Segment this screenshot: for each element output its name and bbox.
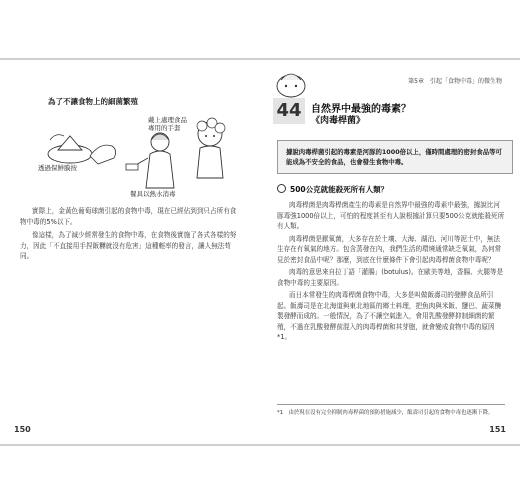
- right-body-text: [277, 200, 505, 345]
- cooking-label: 戴上處理食品 專用的手套: [148, 116, 187, 132]
- section-title: 自然界中最強的毒素？: [311, 104, 411, 115]
- right-paragraph: 肉毒的意思來自拉丁語「灌腸」(botulus)。在歐美等地，香腸、火腿等是食物中毒的主要原因。: [277, 268, 504, 287]
- section-number: 44: [273, 98, 305, 124]
- hygiene-illustration: [30, 96, 240, 206]
- page-number-right: 151: [489, 425, 506, 434]
- footnote: *1 由於現在沒有完全抑制肉毒桿菌的預防措施減少，飯壽司引起的食物中毒也逐漸下降。: [277, 404, 505, 417]
- left-body-text: [20, 206, 242, 265]
- bullet-circle-icon: [277, 184, 286, 193]
- right-paragraph: 而日本常發生的肉毒桿菌食物中毒，大多是叫做飯壽司的發酵食品所引起。飯壽司是在北海道與東北地區的鄉土料理，把魚肉與米飯、鹽巴、蔬菜醃製發酵而成的。一般情況，為了不讓空氣進入，會用乳酸發酵抑制細菌的繁殖，不過在乳酸發酵前混入的肉毒桿菌和其芽胞，就會變成食物中毒的原因*1。: [277, 291, 502, 341]
- plate-label: 透過保鮮膜按: [38, 164, 77, 172]
- left-paragraph: 像這樣，為了減少經常發生的食物中毒，在食物後實施了各式各樣的努力，因此「不直接用手捏飯糰就沒有危害」這種輕率的發言，讓人無法苟同。: [20, 231, 237, 260]
- left-paragraph: 實際上，金黃色葡萄球菌引起的食物中毒，現在已經佔到到只占所有食物中毒的5%以下。: [20, 207, 237, 226]
- section-subtitle: 《肉毒桿菌》: [311, 116, 366, 126]
- chapter-header: 第5章 引起「食物中毒」的微生物: [408, 78, 502, 85]
- heat-label: 餐具以熱水消毒: [130, 190, 176, 198]
- question-heading: [277, 184, 388, 195]
- page-number-left: 150: [14, 425, 31, 434]
- microbe-icon: [273, 66, 309, 102]
- summary-box: 據說肉毒桿菌引起的毒素是河豚的1000倍以上，僅時間處理的密封食品等可能成為不安全的食品，也會發生食物中毒。: [277, 140, 513, 174]
- right-paragraph: 肉毒桿菌是肉毒桿菌產生的毒素是自然界中最強的毒素中最強，據說比河豚毒強1000倍以上，可怕的程度甚至有人說根據計算只要500公克就能殺死所有人類。: [277, 201, 505, 230]
- left-page: [0, 60, 260, 444]
- right-page: [259, 60, 520, 444]
- illustration-caption: 為了不讓食物上的細菌繁殖: [48, 97, 138, 106]
- right-paragraph: 肉毒桿菌是厭氧菌，大多存在於土壤、大海、湖泊、河川等泥土中，無法生存在有氧氣的地方。包含蒸發在內，我們生活的環境通常缺乏氧氣，為何常見於密封食品中呢？那麼，到底在什麼條件下會引起肉毒桿菌食物中毒呢？: [277, 234, 502, 264]
- book-spread: [0, 58, 520, 446]
- question-heading-text: 500公克就能殺死所有人類？: [290, 185, 389, 194]
